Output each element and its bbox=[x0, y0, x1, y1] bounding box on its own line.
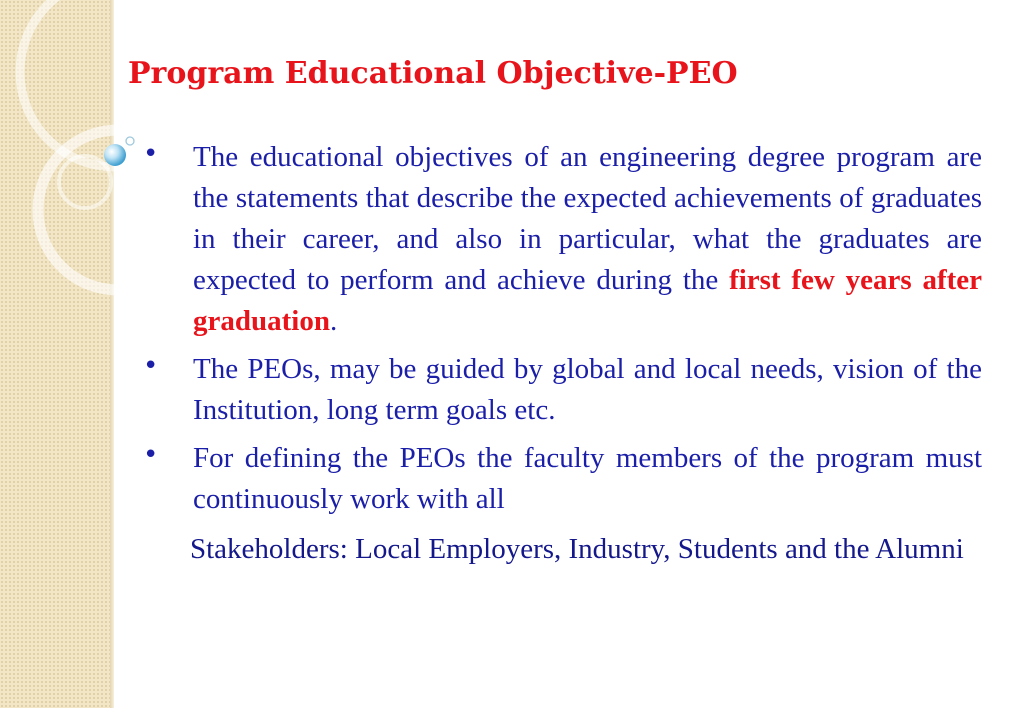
bullet-dot-icon: • bbox=[143, 139, 159, 169]
bullet-item-2 bbox=[140, 349, 982, 431]
stakeholders-text: Stakeholders: Local Employers, Industry, Students and the Alumni bbox=[190, 533, 964, 565]
side-panel-divider bbox=[110, 0, 114, 708]
bullet-item-1 bbox=[140, 137, 982, 342]
bullet-1-text-end: . bbox=[329, 305, 338, 337]
bubble-orb-icon bbox=[102, 132, 142, 172]
bullet-2-text: The PEOs, may be guided by global and local needs, vision of the Institution, long term goals etc. bbox=[193, 353, 982, 426]
slide-title: Program Educational Objective-PEO bbox=[128, 56, 738, 91]
side-panel-texture bbox=[0, 0, 112, 708]
bullet-1-highlight: first few years after graduation bbox=[193, 264, 983, 337]
slide-content bbox=[140, 137, 982, 570]
bullet-item-3 bbox=[140, 438, 982, 520]
bullet-dot-icon: • bbox=[143, 351, 159, 381]
bullet-3-text: For defining the PEOs the faculty members of the program must continuously work with all bbox=[193, 442, 982, 515]
bullet-1-text: The educational objectives of an engineering degree program are the statements that describe the expected achievements of graduates in their career, and also in particular, what the graduates are expected to perform and achieve during the bbox=[193, 141, 982, 296]
bullet-dot-icon: • bbox=[143, 440, 159, 470]
